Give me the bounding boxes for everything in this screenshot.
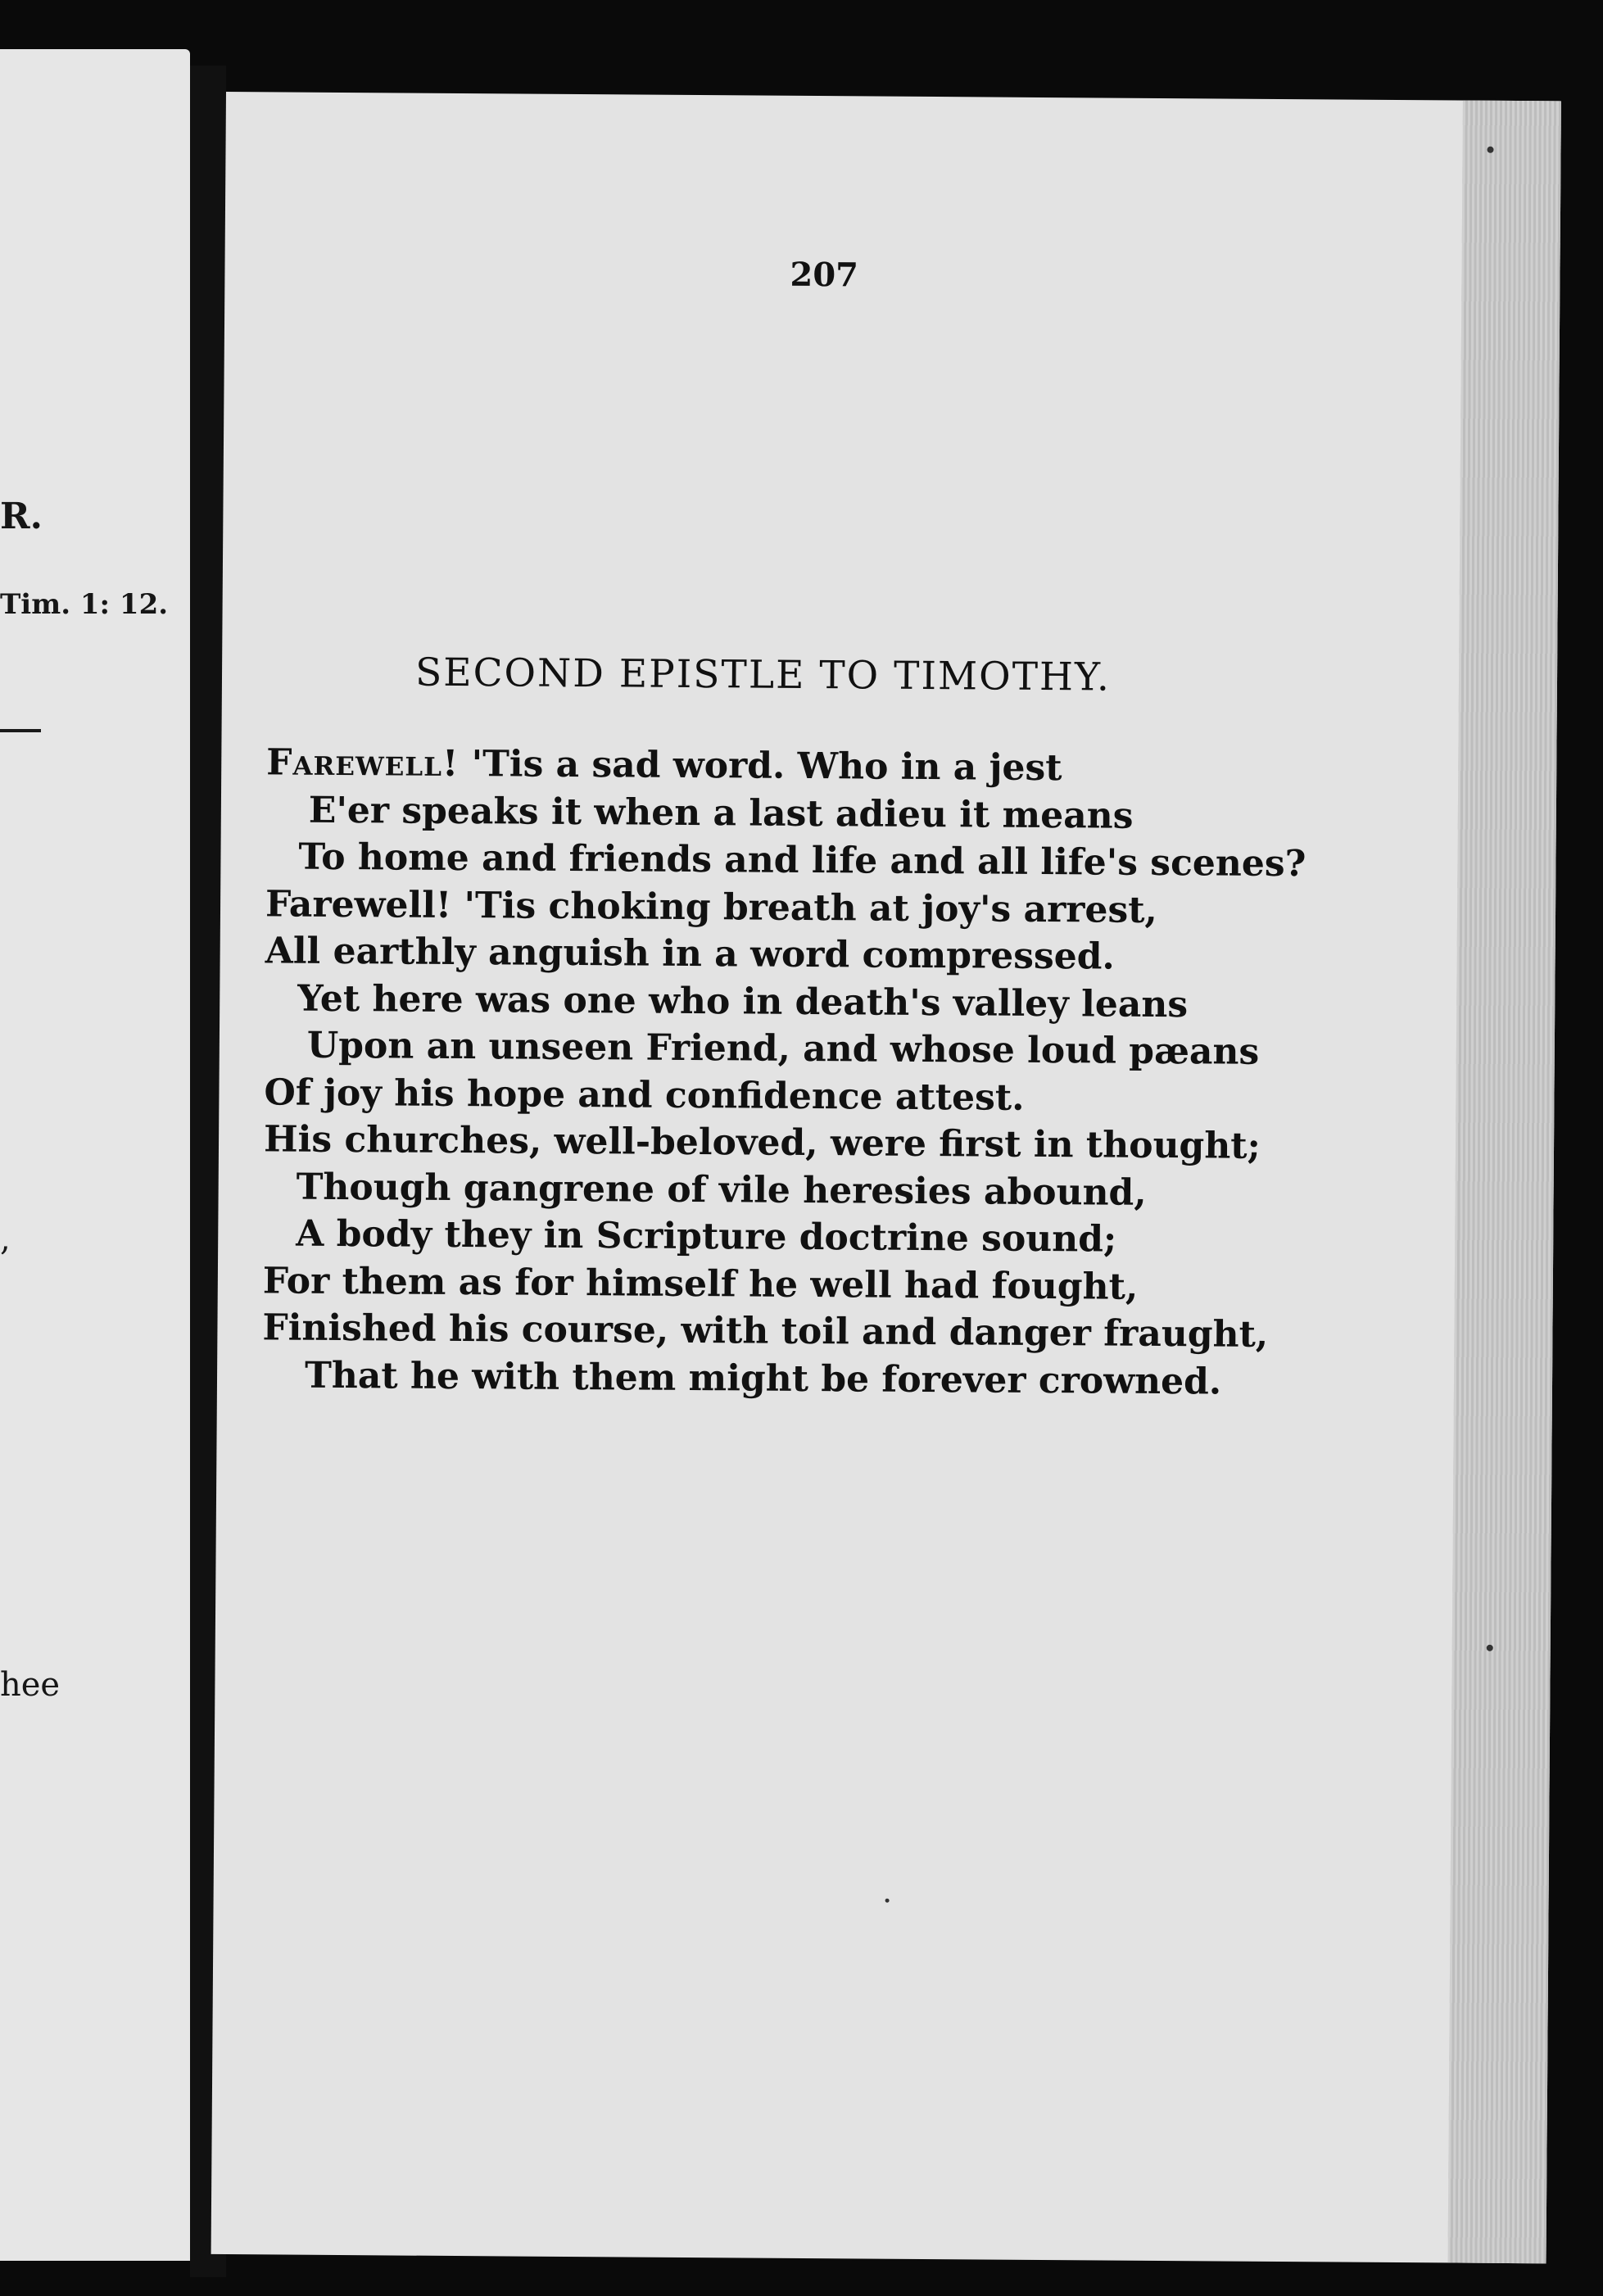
opening-word: Farewell!: [266, 741, 460, 786]
verse-line-11: A body they in Scripture doctrine sound;: [296, 1212, 1117, 1261]
left-heading-fragment: R.: [0, 496, 43, 537]
left-divider: [0, 729, 41, 732]
verse-line-10: Though gangrene of vile heresies abound,: [296, 1166, 1147, 1214]
scan-speck: [1487, 1645, 1493, 1651]
left-page-fragment: [0, 49, 190, 2261]
scan-speck: [1488, 147, 1494, 153]
verse-line-1: Farewell! 'Tis a sad word. Who in a jest: [266, 741, 1062, 790]
poem-body: [262, 739, 1307, 1406]
verse-line-8: Of joy his hope and confidence attest.: [264, 1071, 1025, 1119]
left-reference-fragment: Tim. 1: 12.: [0, 588, 169, 621]
poem-title: SECOND EPISTLE TO TIMOTHY.: [414, 650, 1112, 700]
page-number: 207: [790, 255, 859, 295]
scan-speck: [885, 1899, 890, 1903]
left-text-fragment-comma: ,: [0, 1220, 11, 1258]
verse-line-6: Yet here was one who in death's valley leans: [297, 977, 1189, 1026]
verse-line-5: All earthly anguish in a word compressed.: [265, 930, 1115, 978]
right-page: [211, 92, 1561, 2263]
verse-line-2: E'er speaks it when a last adieu it means: [308, 789, 1134, 837]
verse-line-14: That he with them might be forever crowned.: [304, 1354, 1222, 1403]
verse-line-4: Farewell! 'Tis choking breath at joy's arrest,: [265, 882, 1158, 931]
verse-line-13: Finished his course, with toil and danger fraught,: [262, 1307, 1269, 1356]
verse-line-9: His churches, well-beloved, were first in thought;: [263, 1118, 1261, 1167]
page-edges: [1448, 101, 1561, 2264]
verse-line-3: To home and friends and life and all life's scenes?: [298, 836, 1306, 885]
verse-line-7: Upon an unseen Friend, and whose loud pæans: [306, 1024, 1260, 1073]
left-text-fragment-word: hee: [0, 1666, 61, 1704]
verse-line-12: For them as for himself he well had fought,: [262, 1259, 1139, 1308]
